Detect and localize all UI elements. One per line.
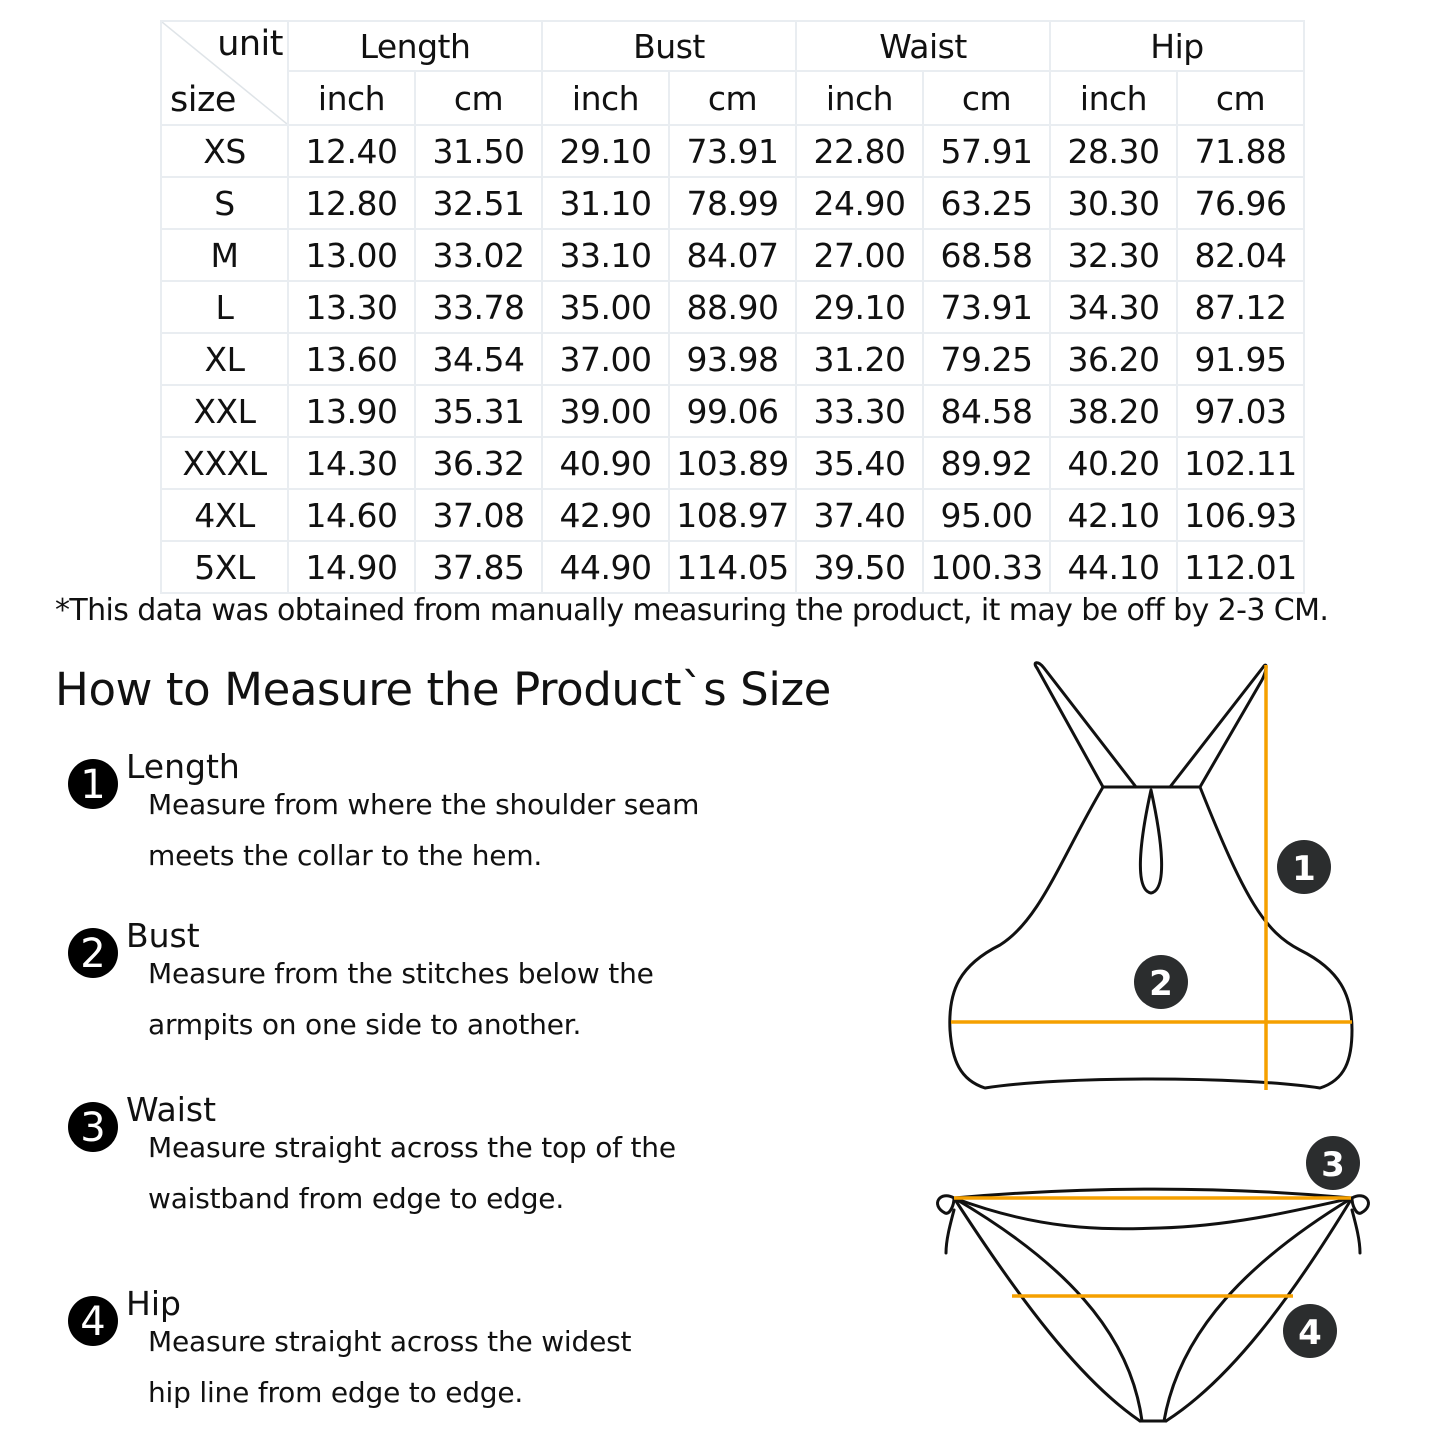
measurement-cell: 14.30 — [288, 437, 415, 489]
marker-2-icon — [1134, 955, 1188, 1009]
measurement-cell: 37.40 — [796, 489, 923, 541]
measurement-cell: 44.90 — [542, 541, 669, 593]
marker-3-icon — [1306, 1136, 1360, 1190]
measurement-cell: 79.25 — [923, 333, 1050, 385]
measurement-cell: 100.33 — [923, 541, 1050, 593]
measurement-cell: 95.00 — [923, 489, 1050, 541]
measurement-cell: 37.08 — [415, 489, 542, 541]
measurement-cell: 106.93 — [1177, 489, 1304, 541]
size-cell: L — [161, 281, 288, 333]
measurement-cell: 114.05 — [669, 541, 796, 593]
measurement-cell: 82.04 — [1177, 229, 1304, 281]
measurement-cell: 73.91 — [669, 125, 796, 177]
measurement-cell: 13.90 — [288, 385, 415, 437]
size-cell: XXL — [161, 385, 288, 437]
measurement-cell: 29.10 — [796, 281, 923, 333]
measurement-cell: 33.10 — [542, 229, 669, 281]
size-cell: XL — [161, 333, 288, 385]
measurement-cell: 32.51 — [415, 177, 542, 229]
measurement-cell: 99.06 — [669, 385, 796, 437]
measurement-cell: 37.00 — [542, 333, 669, 385]
measurement-cell: 91.95 — [1177, 333, 1304, 385]
measurement-cell: 33.30 — [796, 385, 923, 437]
measurement-cell: 40.20 — [1050, 437, 1177, 489]
measurement-cell: 73.91 — [923, 281, 1050, 333]
measurement-cell: 102.11 — [1177, 437, 1304, 489]
measurement-cell: 35.40 — [796, 437, 923, 489]
measurement-cell: 89.92 — [923, 437, 1050, 489]
measurement-cell: 35.31 — [415, 385, 542, 437]
measurement-cell: 42.10 — [1050, 489, 1177, 541]
step-title: Length — [126, 747, 240, 786]
marker-1-icon — [1277, 840, 1331, 894]
unit-label: unit — [217, 24, 283, 64]
step-title: Bust — [126, 916, 200, 955]
marker-4-icon — [1283, 1304, 1337, 1358]
measurement-cell: 12.40 — [288, 125, 415, 177]
measurement-cell: 42.90 — [542, 489, 669, 541]
size-cell: XXXL — [161, 437, 288, 489]
measurement-cell: 84.07 — [669, 229, 796, 281]
number-1-icon: 1 — [68, 759, 118, 809]
measurement-cell: 22.80 — [796, 125, 923, 177]
step-description-line: Measure from where the shoulder seam — [148, 788, 700, 821]
measurement-cell: 76.96 — [1177, 177, 1304, 229]
svg-text:3: 3 — [1321, 1145, 1345, 1185]
measurement-cell: 13.60 — [288, 333, 415, 385]
measurement-cell: 28.30 — [1050, 125, 1177, 177]
step-description-line: hip line from edge to edge. — [148, 1376, 524, 1409]
measurement-cell: 44.10 — [1050, 541, 1177, 593]
measurement-cell: 38.20 — [1050, 385, 1177, 437]
measurement-cell: 84.58 — [923, 385, 1050, 437]
measurement-cell: 34.54 — [415, 333, 542, 385]
measurement-cell: 97.03 — [1177, 385, 1304, 437]
step-description-line: waistband from edge to edge. — [148, 1182, 565, 1215]
measurement-cell: 40.90 — [542, 437, 669, 489]
number-2-icon: 2 — [68, 928, 118, 978]
size-label: size — [170, 80, 236, 120]
step-title: Hip — [126, 1284, 181, 1323]
svg-text:2: 2 — [1149, 964, 1173, 1004]
measurement-cell: 37.85 — [415, 541, 542, 593]
svg-text:1: 1 — [1292, 849, 1316, 889]
unit-header: inch — [542, 71, 669, 125]
measurement-cell: 36.32 — [415, 437, 542, 489]
step-description-line: armpits on one side to another. — [148, 1008, 582, 1041]
measurement-cell: 78.99 — [669, 177, 796, 229]
number-3-icon: 3 — [68, 1102, 118, 1152]
measurement-cell: 39.50 — [796, 541, 923, 593]
size-cell: 4XL — [161, 489, 288, 541]
measurement-cell: 33.78 — [415, 281, 542, 333]
step-description-line: Measure straight across the widest — [148, 1325, 632, 1358]
measurement-cell: 24.90 — [796, 177, 923, 229]
group-header-bust: Bust — [542, 21, 796, 71]
unit-header: inch — [796, 71, 923, 125]
unit-header: inch — [1050, 71, 1177, 125]
measurement-cell: 13.30 — [288, 281, 415, 333]
measurement-cell: 68.58 — [923, 229, 1050, 281]
measurement-cell: 27.00 — [796, 229, 923, 281]
measurement-cell: 13.00 — [288, 229, 415, 281]
measurement-cell: 31.10 — [542, 177, 669, 229]
group-header-waist: Waist — [796, 21, 1050, 71]
measurement-cell: 14.90 — [288, 541, 415, 593]
measurement-cell: 31.20 — [796, 333, 923, 385]
unit-header: cm — [669, 71, 796, 125]
unit-header: cm — [1177, 71, 1304, 125]
number-4-icon: 4 — [68, 1296, 118, 1346]
svg-text:4: 4 — [1298, 1313, 1322, 1353]
step-title: Waist — [126, 1090, 217, 1129]
measurement-cell: 57.91 — [923, 125, 1050, 177]
measurement-cell: 31.50 — [415, 125, 542, 177]
step-description-line: meets the collar to the hem. — [148, 839, 543, 872]
measurement-cell: 87.12 — [1177, 281, 1304, 333]
unit-header: inch — [288, 71, 415, 125]
step-description-line: Measure from the stitches below the — [148, 957, 654, 990]
unit-header: cm — [923, 71, 1050, 125]
measurement-cell: 103.89 — [669, 437, 796, 489]
measurement-cell: 35.00 — [542, 281, 669, 333]
measurement-cell: 39.00 — [542, 385, 669, 437]
measurement-cell: 88.90 — [669, 281, 796, 333]
measurement-cell: 36.20 — [1050, 333, 1177, 385]
how-to-measure-title: How to Measure the Product`s Size — [55, 663, 831, 716]
size-cell: M — [161, 229, 288, 281]
measurement-cell: 32.30 — [1050, 229, 1177, 281]
measurement-cell: 12.80 — [288, 177, 415, 229]
measurement-cell: 112.01 — [1177, 541, 1304, 593]
measurement-cell: 34.30 — [1050, 281, 1177, 333]
size-cell: 5XL — [161, 541, 288, 593]
unit-header: cm — [415, 71, 542, 125]
measurement-cell: 71.88 — [1177, 125, 1304, 177]
measurement-cell: 93.98 — [669, 333, 796, 385]
measurement-cell: 63.25 — [923, 177, 1050, 229]
size-cell: S — [161, 177, 288, 229]
step-description-line: Measure straight across the top of the — [148, 1131, 676, 1164]
size-cell: XS — [161, 125, 288, 177]
measurement-cell: 29.10 — [542, 125, 669, 177]
measurement-cell: 33.02 — [415, 229, 542, 281]
measurement-disclaimer: *This data was obtained from manually measuring the product, it may be off by 2-3 CM. — [55, 593, 1329, 628]
measurement-cell: 108.97 — [669, 489, 796, 541]
measurement-cell: 14.60 — [288, 489, 415, 541]
group-header-hip: Hip — [1050, 21, 1304, 71]
group-header-length: Length — [288, 21, 542, 71]
measurement-cell: 30.30 — [1050, 177, 1177, 229]
